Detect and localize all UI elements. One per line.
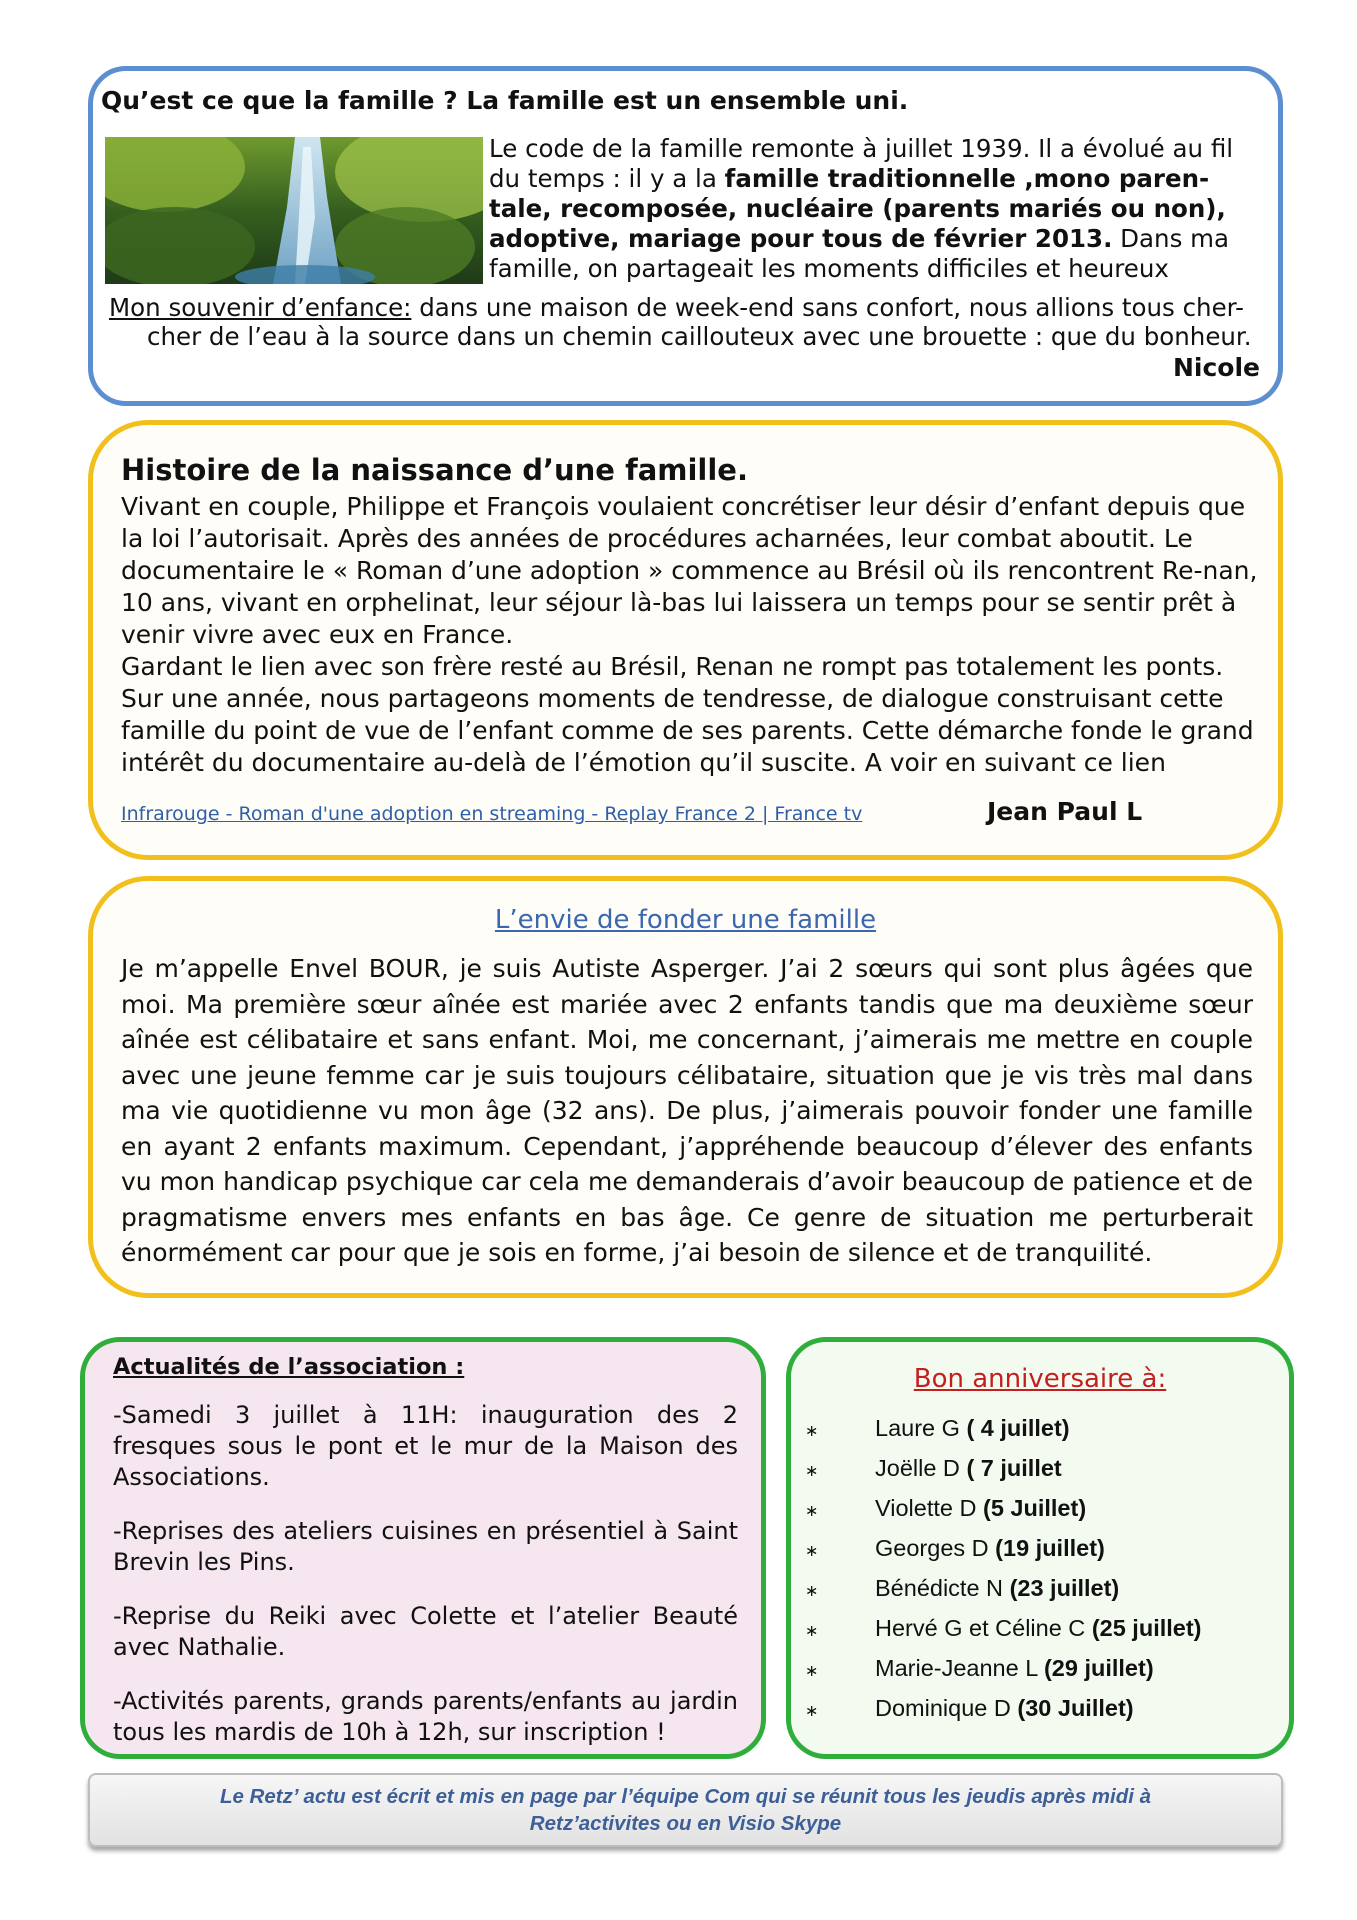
anniversaire-list	[805, 1408, 1202, 1728]
waterfall-photo	[105, 137, 483, 284]
asterisk-bullet-icon: ∗	[805, 1543, 819, 1560]
actualites-box	[80, 1337, 766, 1759]
anniversaire-item: ∗ Hervé G et Céline C (25 juillet)	[805, 1608, 1202, 1648]
actualite-item: -Activités parents, grands parents/enfants au jardin tous les mardis de 10h à 12h, sur inscription !	[113, 1687, 738, 1746]
envie-body: Je m’appelle Envel BOUR, je suis Autiste Asperger. J’ai 2 sœurs qui sont plus âgées que moi. Ma première sœur aînée est mariée avec 2 enfants tandis que ma deuxième sœur aînée est célibataire et sans enfant. Moi, me concernant, j’aimerais me mettre en couple avec une jeune femme car je suis toujours célibataire, situation que je vis très mal dans ma vie quotidienne vu mon âge (32 ans). De plus, j’aimerais pouvoir fonder une famille en ayant 2 enfants maximum. Cependant, j’appréhende beaucoup d’élever des enfants vu mon handicap psychique car cela me demanderais d’avoir beaucoup de patience et de pragmatisme envers mes enfants en bas âge. Ce genre de situation me perturberait énormément car pour que je sois en forme, j’ai besoin de silence et de tranquilité.	[121, 954, 1253, 1267]
famille-paragraph: Le code de la famille remonte à juillet 1939. Il a évolué au fil du temps : il y a la famille traditionnelle ,mono paren-tale, recomposée, nucléaire (parents mariés ou non), adoptive, mariage pour tous de février 2013. Dans ma famille, on partageait les moments difficiles et heureux	[489, 134, 1234, 283]
anniversaire-item: ∗ Laure G ( 4 juillet)	[805, 1408, 1202, 1448]
asterisk-bullet-icon: ∗	[805, 1703, 819, 1720]
anniversaire-title: Bon anniversaire à:	[913, 1364, 1167, 1394]
asterisk-bullet-icon: ∗	[805, 1583, 819, 1600]
asterisk-bullet-icon: ∗	[805, 1623, 819, 1640]
naissance-body	[121, 491, 1261, 779]
famille-title: Qu’est ce que la famille ? La famille est un ensemble uni.	[101, 86, 909, 115]
anniversaire-item: ∗ Dominique D (30 Juillet)	[805, 1688, 1202, 1728]
souvenir-text: Mon souvenir d’enfance: dans une maison de week-end sans confort, nous allions tous cher- cher de l’eau à la source dans un chemin caillouteux avec une brouette : que du bonheur.	[109, 293, 1252, 351]
anniversaire-item: ∗ Joëlle D ( 7 juillet	[805, 1448, 1202, 1488]
naissance-title: Histoire de la naissance d’une famille.	[121, 453, 748, 487]
actualite-item: -Reprises des ateliers cuisines en présentiel à Saint Brevin les Pins.	[113, 1517, 738, 1576]
envie-box	[88, 876, 1283, 1298]
footer-text: Le Retz’ actu est écrit et mis en page par l’équipe Com qui se réunit tous les jeudis après midi à Retz’activites ou en Visio Skype	[219, 1785, 1152, 1835]
asterisk-bullet-icon: ∗	[805, 1463, 819, 1480]
asterisk-bullet-icon: ∗	[805, 1423, 819, 1440]
actualites-title: Actualités de l’association :	[113, 1354, 465, 1380]
footer-banner	[88, 1773, 1283, 1847]
famille-box	[88, 66, 1283, 406]
replay-link[interactable]: Infrarouge - Roman d'une adoption en streaming - Replay France 2 | France tv	[121, 803, 863, 825]
signature-jean-paul: Jean Paul L	[987, 797, 1143, 826]
naissance-box	[88, 420, 1283, 860]
anniversaire-item: ∗ Bénédicte N (23 juillet)	[805, 1568, 1202, 1608]
naissance-paragraph-2: Gardant le lien avec son frère resté au Brésil, Renan ne rompt pas totalement les ponts. Sur une année, nous partageons moments de tendresse, de dialogue construisant cette famille du point de vue de l’enfant comme de ses parents. Cette démarche fonde le grand intérêt du documentaire au-delà de l’émotion qu’il suscite. A voir en suivant ce lien	[121, 652, 1254, 777]
anniversaire-item: ∗ Violette D (5 Juillet)	[805, 1488, 1202, 1528]
asterisk-bullet-icon: ∗	[805, 1503, 819, 1520]
actualite-item: -Samedi 3 juillet à 11H: inauguration des 2 fresques sous le pont et le mur de la Maison des Associations.	[113, 1401, 738, 1491]
signature-nicole: Nicole	[1172, 353, 1260, 382]
anniversaire-box	[786, 1337, 1294, 1759]
actualite-item: -Reprise du Reiki avec Colette et l’atelier Beauté avec Nathalie.	[113, 1602, 738, 1661]
naissance-paragraph-1: Vivant en couple, Philippe et François voulaient concrétiser leur désir d’enfant depuis que la loi l’autorisait. Après des années de procédures acharnées, leur combat aboutit. Le documentaire le « Roman d’une adoption » commence au Brésil où ils rencontrent Re-nan, 10 ans, vivant en orphelinat, leur séjour là-bas lui laissera un temps pour se sentir prêt à venir vivre avec eux en France.	[121, 492, 1258, 649]
anniversaire-item: ∗ Marie-Jeanne L (29 juillet)	[805, 1648, 1202, 1688]
anniversaire-item: ∗ Georges D (19 juillet)	[805, 1528, 1202, 1568]
envie-title: L’envie de fonder une famille	[494, 905, 877, 935]
asterisk-bullet-icon: ∗	[805, 1663, 819, 1680]
actualites-list	[113, 1400, 738, 1771]
